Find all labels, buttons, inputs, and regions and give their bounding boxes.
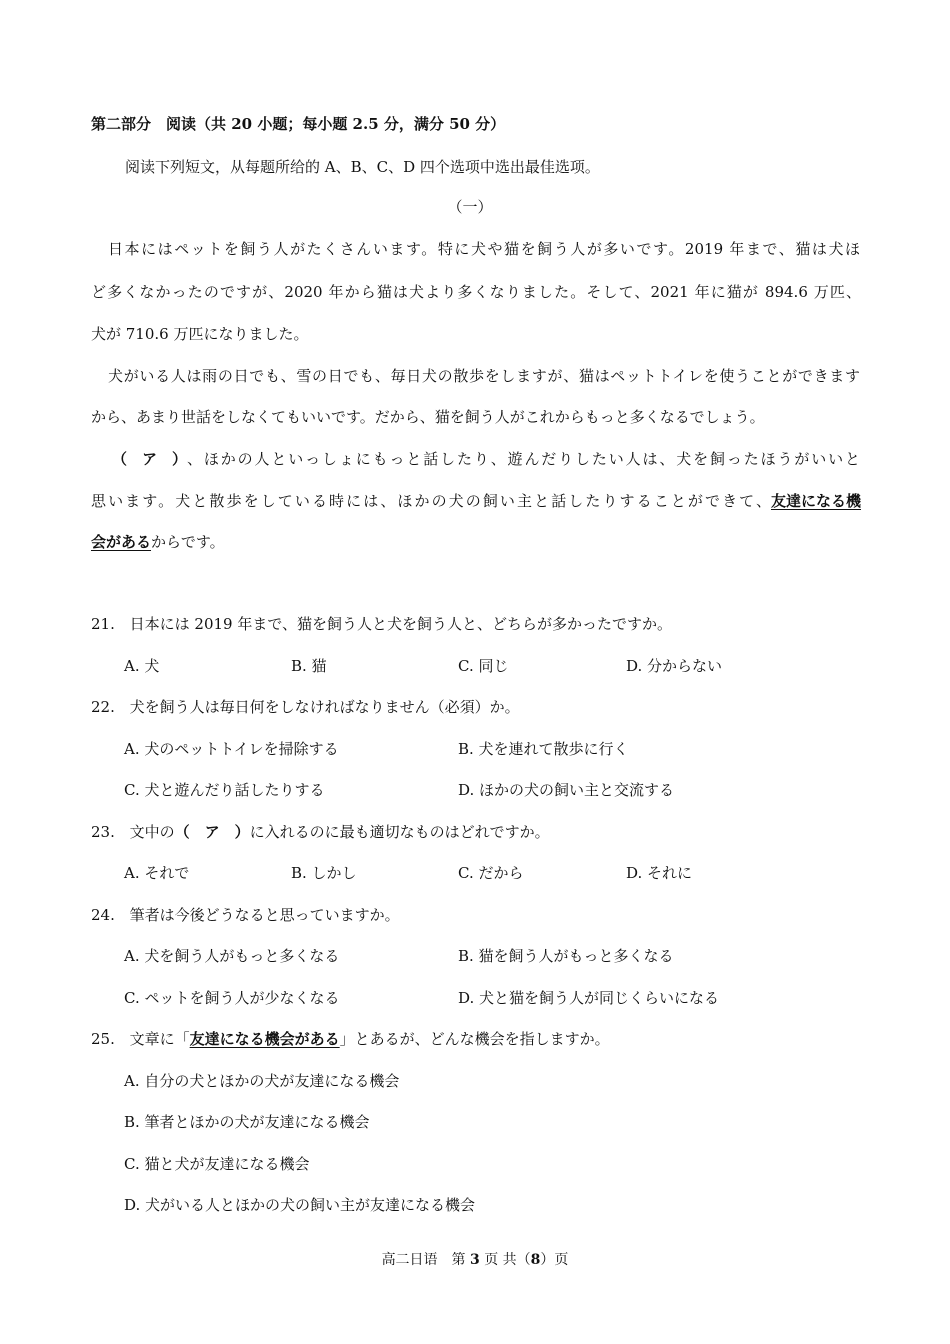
passage-line: 犬がいる人は雨の日でも、雪の日でも、毎日犬の散歩をしますが、猫はペットトイレを使うことができます [108, 367, 860, 385]
passage-line: ど多くなかったのですが、2020 年から猫は犬より多くなりました。そして、2021 年に猫が 894.6 万匹、 [91, 283, 861, 301]
option-b[interactable]: B. 筆者とほかの犬が友達になる機会 [124, 1113, 370, 1131]
option-c[interactable]: C. 猫と犬が友達になる機会 [124, 1155, 310, 1173]
question-line [91, 1028, 610, 1049]
question-number: 24. [91, 906, 115, 924]
section-title: 第二部分 阅读（共 20 小题；每小题 2.5 分，满分 50 分） [91, 115, 506, 133]
question-text: 」とあるが、どんな機会を指しますか。 [339, 1030, 610, 1048]
question-number: 21. [91, 615, 115, 633]
option-c[interactable]: C. 犬と遊んだり話したりする [124, 781, 325, 799]
question-text: 文中の [129, 823, 175, 841]
blank-a: （ ア ） [112, 450, 188, 468]
option-d[interactable]: D. 犬と猫を飼う人が同じくらいになる [458, 989, 720, 1007]
question-line [91, 904, 400, 925]
passage-line: から、あまり世話をしなくてもいいです。だから、猫を飼う人がこれからもっと多くなるでしょう。 [91, 408, 765, 426]
option-c[interactable]: C. ペットを飼う人が少なくなる [124, 989, 340, 1007]
page-footer [0, 1249, 950, 1269]
underlined-phrase: 会がある [91, 533, 152, 551]
option-b[interactable]: B. 猫を飼う人がもっと多くなる [458, 947, 674, 965]
passage-text: 思います。犬と散歩をしている時には、ほかの犬の飼い主と話したりすることができて、 [91, 492, 771, 510]
option-a[interactable]: A. 犬 [124, 657, 160, 675]
passage-line: 犬が 710.6 万匹になりました。 [91, 325, 309, 343]
instructions: 阅读下列短文，从每题所给的 A、B、C、D 四个选项中选出最佳选项。 [125, 158, 600, 176]
option-a[interactable]: A. それで [124, 864, 190, 882]
option-a[interactable]: A. 自分の犬とほかの犬が友達になる機会 [124, 1072, 400, 1090]
option-d[interactable]: D. ほかの犬の飼い主と交流する [458, 781, 675, 799]
passage-line: 日本にはペットを飼う人がたくさんいます。特に犬や猫を飼う人が多いです。2019 年まで、猫は犬ほ [108, 240, 860, 258]
passage-text: からです。 [151, 533, 225, 551]
question-text: に入れるのに最も適切なものはどれですか。 [249, 823, 550, 841]
option-d[interactable]: D. 分からない [626, 657, 723, 675]
question-line [91, 696, 520, 717]
question-number: 25. [91, 1030, 115, 1048]
question-text: 日本には 2019 年まで、猫を飼う人と犬を飼う人と、どちらが多かったですか。 [129, 615, 673, 633]
question-text: 筆者は今後どうなると思っていますか。 [129, 906, 400, 924]
question-line [91, 821, 550, 842]
blank-a: （ ア ） [174, 823, 250, 841]
option-b[interactable]: B. 猫 [291, 657, 327, 675]
option-d[interactable]: D. 犬がいる人とほかの犬の飼い主が友達になる機会 [124, 1196, 476, 1214]
footer-page-number: 3 [470, 1252, 480, 1268]
option-c[interactable]: C. 同じ [458, 657, 509, 675]
footer-suffix: ）页 [540, 1252, 569, 1268]
question-text: 文章に「 [129, 1030, 190, 1048]
option-c[interactable]: C. だから [458, 864, 524, 882]
passage-line [91, 490, 861, 511]
footer-total-pages: 8 [530, 1252, 541, 1268]
passage-text: 、ほかの人といっしょにもっと話したり、遊んだりしたい人は、犬を飼ったほうがいいと [187, 450, 860, 468]
question-text: 犬を飼う人は毎日何をしなければなりません（必須）か。 [129, 698, 520, 716]
question-line [91, 613, 672, 634]
footer-prefix: 高二日语 第 [381, 1252, 466, 1268]
question-number: 23. [91, 823, 115, 841]
underlined-phrase: 友達になる機 [770, 492, 861, 510]
option-b[interactable]: B. しかし [291, 864, 357, 882]
underlined-phrase: 友達になる機会がある [189, 1030, 340, 1048]
option-a[interactable]: A. 犬のペットトイレを掃除する [124, 740, 339, 758]
question-number: 22. [91, 698, 115, 716]
option-b[interactable]: B. 犬を連れて散歩に行く [458, 740, 629, 758]
footer-mid: 页 共（ [484, 1252, 531, 1268]
passage-line [91, 531, 861, 552]
passage-label: （一） [447, 198, 493, 216]
passage-line [112, 448, 860, 469]
option-a[interactable]: A. 犬を飼う人がもっと多くなる [124, 947, 340, 965]
option-d[interactable]: D. それに [626, 864, 693, 882]
